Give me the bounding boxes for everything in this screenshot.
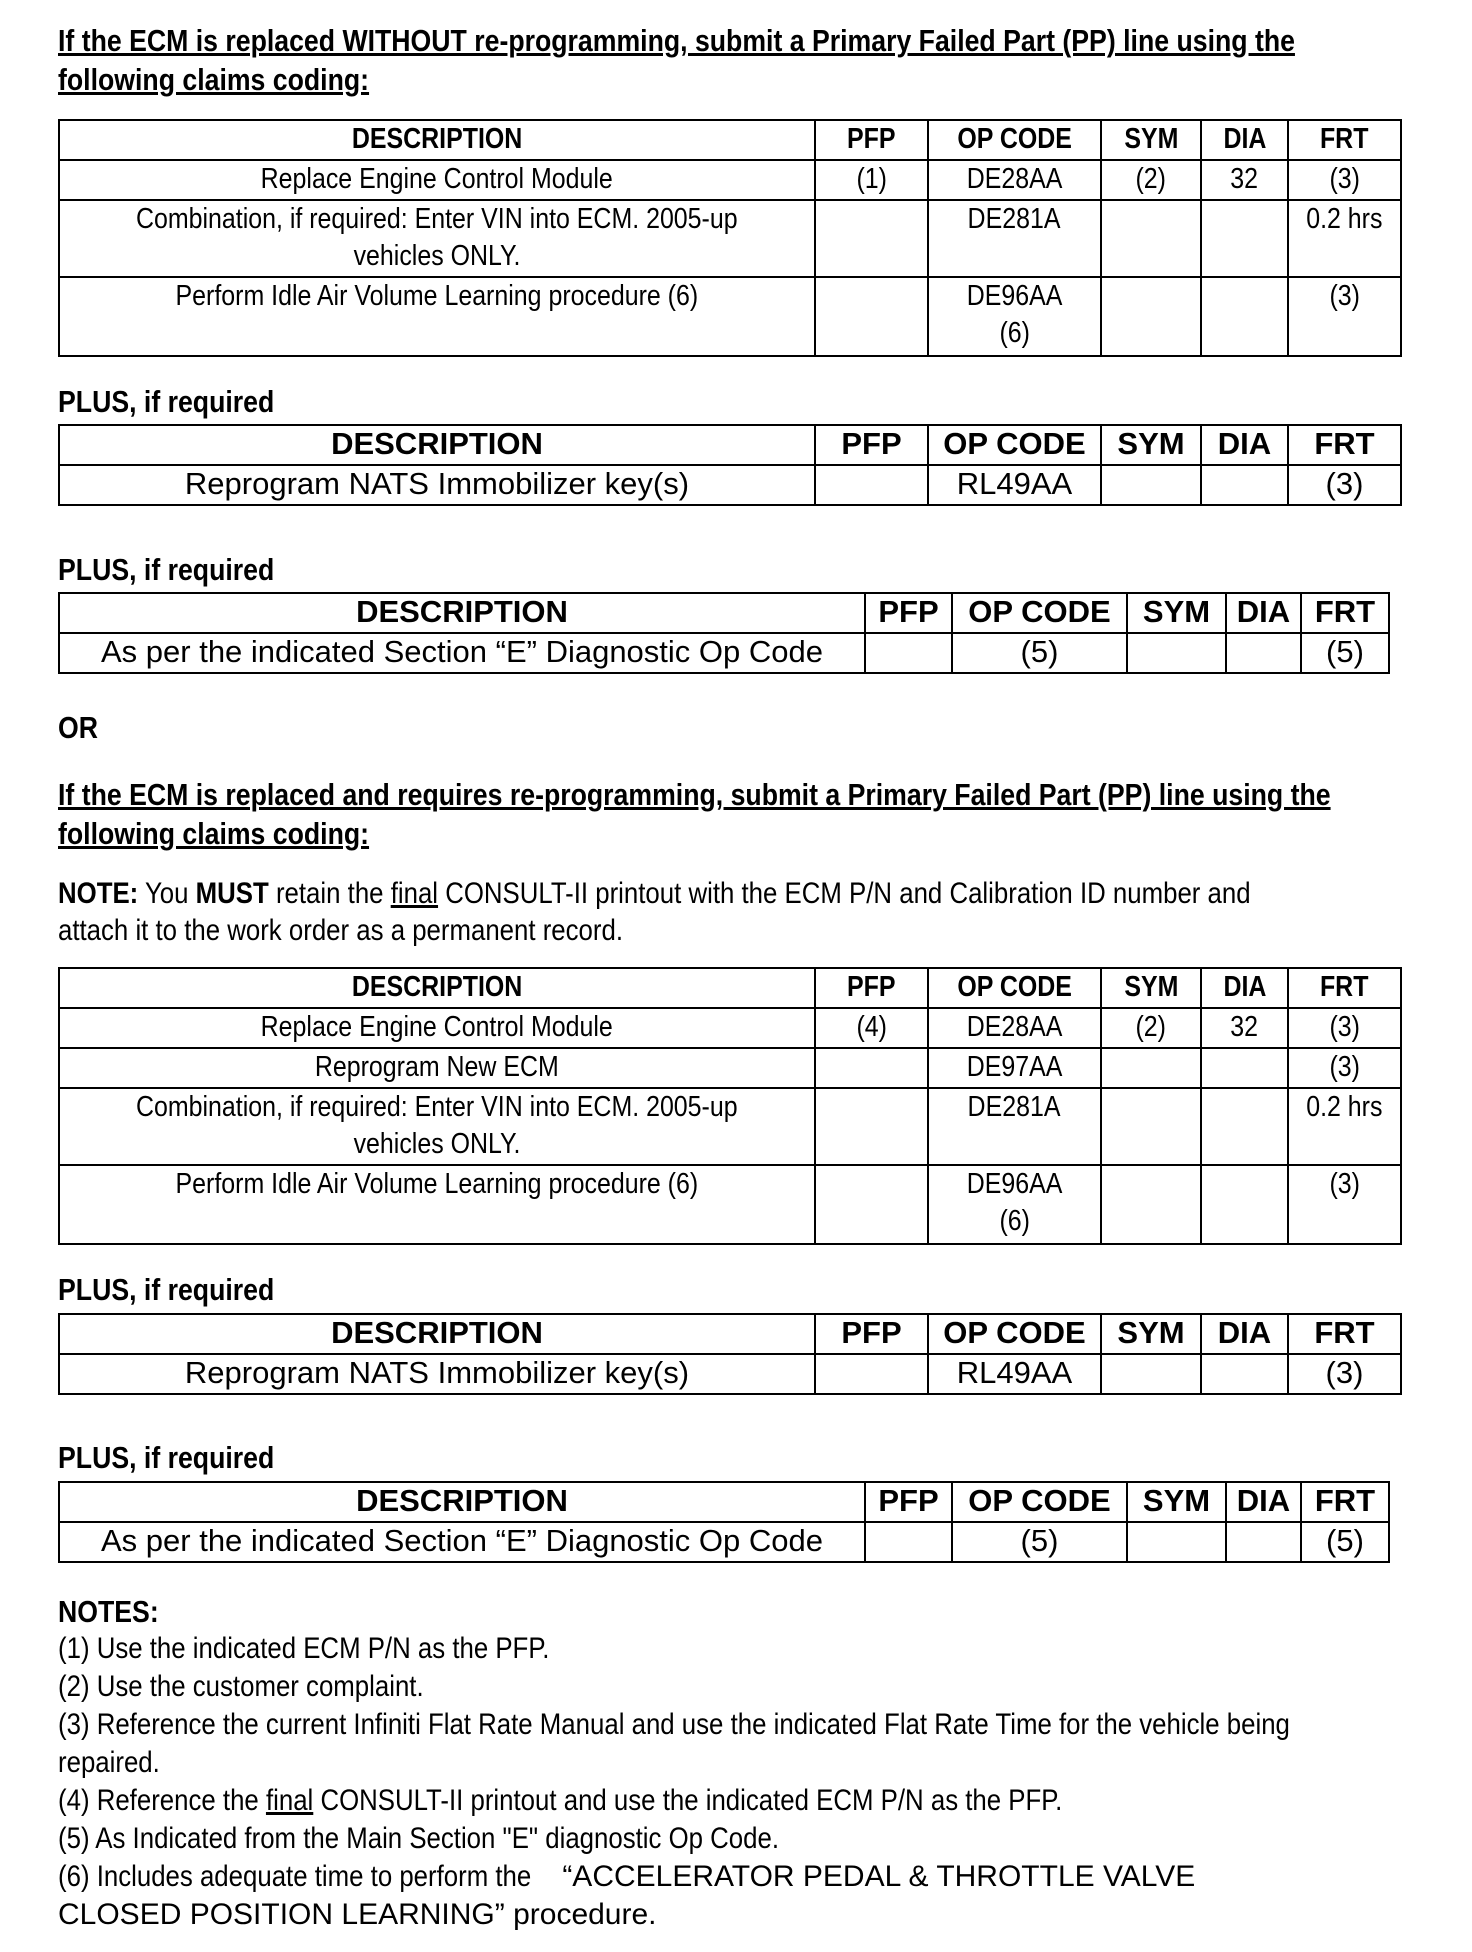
row-description-cont: vehicles ONLY. (353, 1128, 521, 1160)
note-5: (5) As Indicated from the Main Section "E" diagnostic Op Code. (58, 1822, 780, 1855)
row-description: Reprogram NATS Immobilizer key(s) (184, 1355, 690, 1390)
row-op-code: (5) (1020, 1523, 1059, 1558)
table-header-row (59, 968, 1401, 1008)
note-6-line1 (58, 1858, 1195, 1896)
row-frt: 0.2 hrs (1306, 1091, 1383, 1123)
note-text: CONSULT-II printout with the ECM P/N and Calibration ID number and (438, 877, 1251, 910)
col-description: DESCRIPTION (331, 1315, 543, 1350)
col-pfp: PFP (878, 594, 939, 629)
note-line2: attach it to the work order as a permanent record. (58, 914, 624, 947)
table-header-row (59, 120, 1401, 160)
col-sym: SYM (1117, 426, 1185, 461)
col-pfp: PFP (878, 1483, 939, 1518)
col-sym: SYM (1123, 971, 1179, 1003)
table-row (59, 1008, 1401, 1048)
row-op-code: (5) (1020, 634, 1059, 669)
note-text: You (138, 877, 196, 910)
section2-heading-line2: following claims coding: (58, 816, 370, 851)
table-row (59, 277, 1401, 356)
row-op-code-note: (6) (999, 1205, 1030, 1237)
note-final: final (390, 877, 439, 910)
col-op-code: OP CODE (943, 1315, 1086, 1350)
col-frt: FRT (1314, 1315, 1375, 1350)
row-description-cont: vehicles ONLY. (353, 240, 521, 272)
note-4 (58, 1782, 1062, 1819)
row-frt: (5) (1326, 634, 1364, 669)
col-frt: FRT (1314, 426, 1375, 461)
table-header-row (59, 425, 1401, 465)
row-op-code: DE28AA (966, 1011, 1063, 1043)
col-sym: SYM (1123, 123, 1179, 155)
col-sym: SYM (1117, 1315, 1185, 1350)
col-pfp: PFP (841, 426, 902, 461)
table-row (59, 1522, 1389, 1562)
row-sym: (2) (1135, 1011, 1167, 1043)
row-op-code: DE281A (968, 1091, 1061, 1123)
claims-table-2 (58, 967, 1402, 1245)
col-op-code: OP CODE (957, 971, 1072, 1003)
note-3-line1: (3) Reference the current Infiniti Flat Rate Manual and use the indicated Flat Rate Time for the vehicle being (58, 1708, 1290, 1741)
diag-table-1 (58, 592, 1390, 674)
note-text: retain the (268, 877, 391, 910)
col-description: DESCRIPTION (356, 1483, 568, 1518)
col-frt: FRT (1320, 971, 1369, 1003)
col-pfp: PFP (841, 1315, 902, 1350)
note-must: MUST (195, 877, 269, 910)
row-description: As per the indicated Section “E” Diagnostic Op Code (101, 634, 823, 669)
row-frt: (5) (1326, 1523, 1364, 1558)
or-label: OR (58, 710, 98, 745)
row-frt: (3) (1329, 163, 1360, 195)
row-op-code: DE281A (968, 203, 1061, 235)
row-description: Combination, if required: Enter VIN into ECM. 2005-up (136, 203, 738, 235)
note-label: NOTE: (58, 877, 139, 910)
note-1: (1) Use the indicated ECM P/N as the PFP. (58, 1632, 550, 1665)
col-op-code: OP CODE (957, 123, 1072, 155)
col-dia: DIA (1236, 1483, 1291, 1518)
row-frt: (3) (1329, 1011, 1360, 1043)
col-dia: DIA (1217, 1315, 1272, 1350)
col-pfp: PFP (847, 971, 896, 1003)
table-row (59, 1165, 1401, 1244)
note-6-text: (6) Includes adequate time to perform the (58, 1860, 532, 1893)
col-dia: DIA (1217, 426, 1272, 461)
row-description: Perform Idle Air Volume Learning procedure (6) (175, 280, 699, 312)
row-dia: 32 (1230, 163, 1259, 195)
note-3-line2: repaired. (58, 1746, 160, 1779)
note-4-text: (4) Reference the (58, 1784, 266, 1817)
row-op-code: RL49AA (956, 466, 1073, 501)
row-frt: (3) (1329, 280, 1360, 312)
table-row (59, 160, 1401, 200)
note-4-final: final (265, 1784, 314, 1817)
row-dia: 32 (1230, 1011, 1259, 1043)
row-description: Perform Idle Air Volume Learning procedure (6) (175, 1168, 699, 1200)
table-row (59, 1354, 1401, 1394)
row-description: Replace Engine Control Module (260, 163, 614, 195)
row-op-code: DE28AA (966, 163, 1063, 195)
nats-table-1 (58, 424, 1402, 506)
notes-title: NOTES: (58, 1594, 159, 1629)
col-description: DESCRIPTION (351, 971, 523, 1003)
row-description: Reprogram New ECM (315, 1051, 559, 1083)
plus-if-required-label: PLUS, if required (58, 552, 275, 587)
col-frt: FRT (1314, 1483, 1376, 1518)
row-frt: 0.2 hrs (1306, 203, 1383, 235)
row-sym: (2) (1135, 163, 1167, 195)
table-header-row (59, 1314, 1401, 1354)
col-frt: FRT (1314, 594, 1376, 629)
row-op-code-note: (6) (999, 317, 1030, 349)
row-frt: (3) (1325, 1355, 1364, 1390)
row-op-code: DE97AA (966, 1051, 1063, 1083)
note-4-text: CONSULT-II printout and use the indicated ECM P/N as the PFP. (313, 1784, 1063, 1817)
table-row (59, 465, 1401, 505)
col-description: DESCRIPTION (356, 594, 568, 629)
table-header-row (59, 593, 1389, 633)
section2-heading-line1: If the ECM is replaced and requires re-programming, submit a Primary Failed Part (PP) line using the (58, 777, 1331, 812)
row-frt: (3) (1329, 1051, 1360, 1083)
col-sym: SYM (1142, 594, 1211, 629)
row-pfp: (1) (856, 163, 887, 195)
col-dia: DIA (1236, 594, 1291, 629)
col-dia: DIA (1223, 123, 1266, 155)
table-row (59, 1088, 1401, 1165)
row-frt: (3) (1329, 1168, 1360, 1200)
row-description: Reprogram NATS Immobilizer key(s) (184, 466, 690, 501)
plus-if-required-label: PLUS, if required (58, 384, 275, 419)
col-description: DESCRIPTION (331, 426, 543, 461)
row-description: As per the indicated Section “E” Diagnostic Op Code (101, 1523, 823, 1558)
col-op-code: OP CODE (943, 426, 1086, 461)
table-row (59, 633, 1389, 673)
row-frt: (3) (1325, 466, 1364, 501)
row-op-code: DE96AA (966, 280, 1063, 312)
section1-heading-line1: If the ECM is replaced WITHOUT re-programming, submit a Primary Failed Part (PP) line using the (58, 23, 1295, 58)
row-pfp: (4) (856, 1011, 887, 1043)
col-description: DESCRIPTION (351, 123, 523, 155)
col-op-code: OP CODE (968, 1483, 1111, 1518)
col-frt: FRT (1320, 123, 1369, 155)
plus-if-required-label: PLUS, if required (58, 1440, 275, 1475)
section1-heading-line2: following claims coding: (58, 62, 370, 97)
note-6-line2: CLOSED POSITION LEARNING” procedure. (58, 1898, 657, 1931)
col-pfp: PFP (847, 123, 896, 155)
note-line1 (58, 875, 1251, 912)
note-6-procedure: “ACCELERATOR PEDAL & THROTTLE VALVE (562, 1860, 1196, 1893)
nats-table-2 (58, 1313, 1402, 1395)
table-row (59, 200, 1401, 277)
claims-table-1 (58, 119, 1402, 357)
diag-table-2 (58, 1481, 1390, 1563)
table-row (59, 1048, 1401, 1088)
row-op-code: RL49AA (956, 1355, 1073, 1390)
col-dia: DIA (1223, 971, 1266, 1003)
col-op-code: OP CODE (968, 594, 1111, 629)
row-op-code: DE96AA (966, 1168, 1063, 1200)
row-description: Combination, if required: Enter VIN into ECM. 2005-up (136, 1091, 738, 1123)
table-header-row (59, 1482, 1389, 1522)
row-description: Replace Engine Control Module (260, 1011, 614, 1043)
note-2: (2) Use the customer complaint. (58, 1670, 424, 1703)
col-sym: SYM (1142, 1483, 1211, 1518)
plus-if-required-label: PLUS, if required (58, 1272, 275, 1307)
